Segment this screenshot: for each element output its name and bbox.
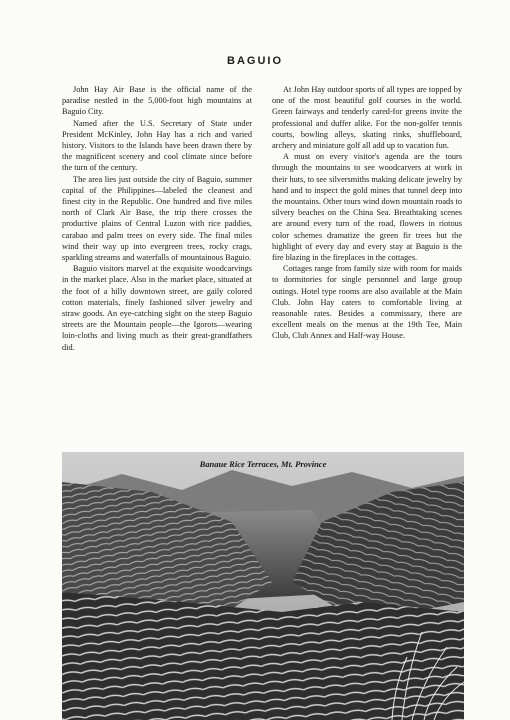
photo-caption: Banaue Rice Terraces, Mt. Province: [199, 459, 327, 469]
paragraph: The area lies just outside the city of Baguio, summer capital of the Philippines—labeled the cleanest and finest city in the Republic. One hundred and five miles north of Clark Air Base, the trip there crosses the productive plains of Central Luzon with rice paddies, carabao and palm trees on every side. The final miles wind their way up into evergreen trees, rocky crags, sparkling streams and waterfalls of mountainous Baguio.: [62, 174, 252, 263]
paragraph: Named after the U.S. Secretary of State under President McKinley, John Hay has a rich and varied history. Visitors to the Islands have been drawn there by the magnificent scenery and cool climate since before the turn of the century.: [62, 118, 252, 173]
terraces-illustration: [62, 452, 464, 720]
paragraph: At John Hay outdoor sports of all types are topped by one of the most beautiful golf courses in the world. Green fairways and tenderly cared-for greens invite the professional and duffer alike. For the non-golfer tennis courts, bowling alleys, skating rinks, shuffleboard, archery and miniature golf all add up to vacation fun.: [272, 85, 462, 151]
paragraph: Baguio visitors marvel at the exquisite woodcarvings in the market place. Also in the market place, situated at the foot of a hilly downtown street, are gaily colored cotton materials, finely fashioned silver jewelry and straw goods. An eye-catching sight on the steep Baguio streets are the Mountain people—the Igorots—wearing loin-cloths and living much as their great-grandfathers did.: [62, 264, 252, 352]
right-column: [272, 84, 462, 342]
left-column: [62, 84, 252, 353]
rice-terraces-photo: [62, 452, 464, 720]
page-title: BAGUIO: [227, 55, 283, 67]
paragraph: John Hay Air Base is the official name of the paradise nestled in the 5,000-foot high mountains at Baguio City.: [62, 85, 252, 117]
paragraph: Cottages range from family size with room for maids to dormitories for single personnel and large group outings. Hotel type rooms are also available at the Main Club. John Hay caters to comfortable living at reasonable rates. Besides a commissary, there are excellent meals on the menus at the 19th Tee, Main Club, Club Annex and Half-way House.: [272, 264, 462, 341]
paragraph: A must on every visitor's agenda are the tours through the mountains to see woodcarvers at work in their huts, to see silversmiths making delicate jewelry by hand and to inspect the gold mines that tunnel deep into the mountains. Other tours wind down mountain roads to silvery beaches on the China Sea. Breathtaking scenes are around every turn of the road, flowers in riotous color schemes dramatize the green fir trees but the highlight of every day and every stay at Baguio is the fire blazing in the fireplaces in the cottages.: [272, 152, 462, 263]
